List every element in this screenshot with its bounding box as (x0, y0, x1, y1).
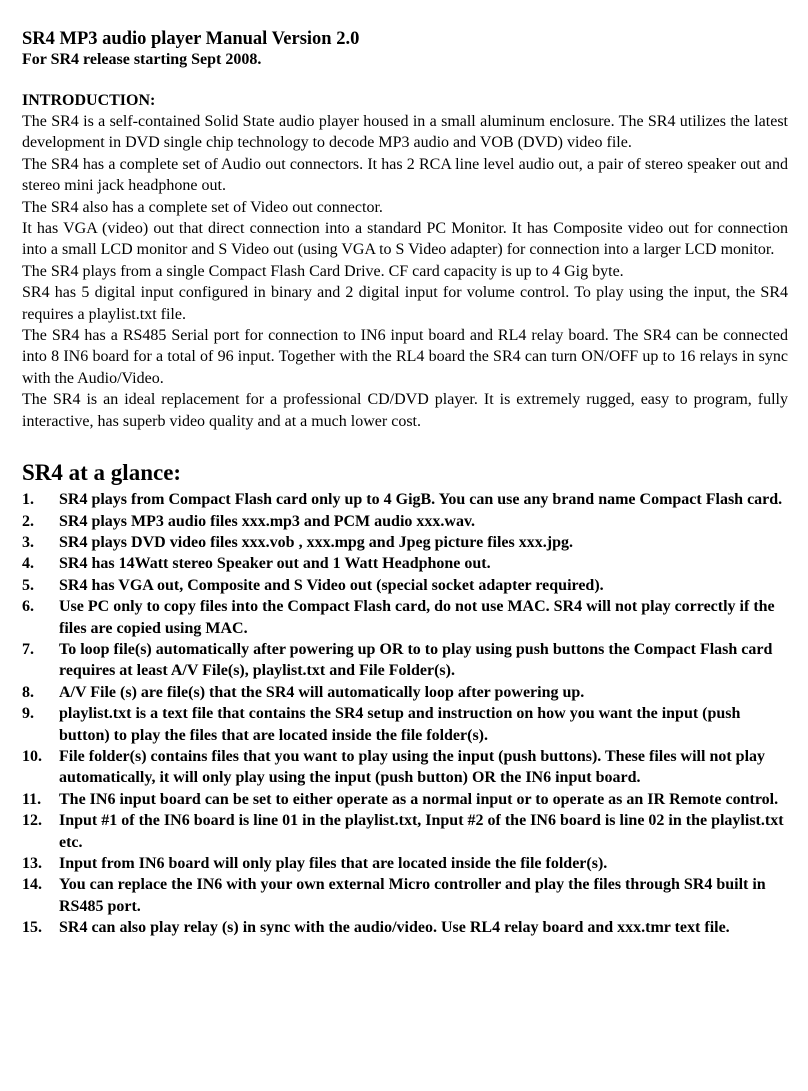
list-item-text: A/V File (s) are file(s) that the SR4 will automatically loop after powering up. (59, 683, 585, 701)
list-item (22, 810, 788, 853)
list-item (22, 639, 788, 682)
list-item (22, 511, 788, 532)
list-item-number: 12. (22, 812, 42, 830)
document-title: SR4 MP3 audio player Manual Version 2.0 (22, 29, 360, 49)
list-item-text: Use PC only to copy files into the Compact Flash card, do not use MAC. SR4 will not play correctly if the files are copied using MAC. (59, 598, 775, 637)
intro-paragraph: The SR4 has a complete set of Audio out connectors. It has 2 RCA line level audio out, a pair of stereo speaker out and stereo mini jack headphone out. (22, 155, 788, 195)
list-item (22, 596, 788, 639)
list-item-text: File folder(s) contains files that you want to play using the input (push buttons). These files will not play automatically, it will only play using the input (push button) OR the IN6 input board. (59, 747, 766, 787)
intro-paragraph: The SR4 plays from a single Compact Flash Card Drive. CF card capacity is up to 4 Gig byte. (22, 262, 624, 280)
list-item-text: The IN6 input board can be set to either operate as a normal input or to operate as an IR Remote control. (59, 790, 779, 808)
intro-paragraph: SR4 has 5 digital input configured in binary and 2 digital input for volume control. To play using the input, the SR4 requires a playlist.txt file. (22, 284, 788, 323)
manual-page (22, 28, 788, 939)
list-item (22, 853, 788, 874)
list-item-number: 1. (22, 491, 34, 509)
list-item-number: 3. (22, 533, 34, 551)
list-item (22, 489, 788, 510)
list-item (22, 682, 788, 703)
list-item-number: 9. (22, 705, 34, 723)
list-item-number: 6. (22, 598, 34, 616)
list-item-number: 8. (22, 683, 34, 701)
list-item (22, 575, 788, 596)
list-item-text: SR4 has VGA out, Composite and S Video out (special socket adapter required). (59, 576, 604, 594)
list-item (22, 703, 788, 746)
intro-paragraph: The SR4 is a self-contained Solid State audio player housed in a small aluminum enclosure. The SR4 utilizes the latest development in DVD single chip technology to decode MP3 audio and VOB (DVD) video file. (22, 113, 788, 152)
list-item-text: SR4 plays DVD video files xxx.vob , xxx.mpg and Jpeg picture files xxx.jpg. (59, 533, 573, 551)
list-item-number: 11. (22, 790, 42, 808)
list-item-number: 4. (22, 555, 34, 573)
list-item-number: 15. (22, 919, 42, 937)
intro-paragraph: The SR4 also has a complete set of Video out connector. (22, 198, 383, 216)
list-item-number: 13. (22, 855, 42, 872)
list-item-text: SR4 has 14Watt stereo Speaker out and 1 Watt Headphone out. (59, 555, 491, 573)
list-item (22, 874, 788, 917)
intro-paragraph: The SR4 has a RS485 Serial port for connection to IN6 input board and RL4 relay board. The SR4 can be connected into 8 IN6 board for a total of 96 input. Together with the RL4 board the SR4 can turn ON/OFF up to 16 relays in sync with the Audio/Video. (22, 327, 788, 387)
glance-list (22, 489, 788, 939)
list-item-number: 5. (22, 576, 34, 594)
list-item (22, 532, 788, 553)
introduction-body (22, 111, 788, 432)
list-item-text: playlist.txt is a text file that contains the SR4 setup and instruction on how you want the input (push button) to play the files that are located inside the file folder(s). (59, 705, 741, 744)
list-item-text: SR4 plays from Compact Flash card only up to 4 GigB. You can use any brand name Compact Flash card. (59, 491, 783, 509)
list-item-number: 2. (22, 512, 34, 530)
introduction-heading: INTRODUCTION: (22, 92, 156, 109)
list-item-number: 7. (22, 640, 34, 658)
list-item-text: You can replace the IN6 with your own external Micro controller and play the files through SR4 built in RS485 port. (59, 876, 766, 915)
list-item-text: SR4 plays MP3 audio files xxx.mp3 and PCM audio xxx.wav. (59, 512, 476, 530)
list-item-text: SR4 can also play relay (s) in sync with the audio/video. Use RL4 relay board and xxx.tmr text file. (59, 919, 730, 937)
intro-paragraph: The SR4 is an ideal replacement for a professional CD/DVD player. It is extremely rugged, easy to program, fully interactive, has superb video quality and at a much lower cost. (22, 391, 788, 430)
list-item (22, 789, 788, 810)
list-item (22, 917, 788, 938)
list-item (22, 553, 788, 574)
list-item (22, 746, 788, 789)
list-item-number: 14. (22, 876, 42, 894)
list-item-text: Input #1 of the IN6 board is line 01 in the playlist.txt, Input #2 of the IN6 board is line 02 in the playlist.txt etc. (59, 812, 784, 851)
list-item-text: Input from IN6 board will only play files that are located inside the file folder(s). (59, 855, 608, 872)
list-item-number: 10. (22, 747, 42, 765)
glance-heading: SR4 at a glance: (22, 460, 182, 486)
document-subtitle: For SR4 release starting Sept 2008. (22, 51, 262, 68)
intro-paragraph: It has VGA (video) out that direct connection into a standard PC Monitor. It has Composite video out for connection into a small LCD monitor and S Video out (using VGA to S Video adapter) for connection into a larger LCD monitor. (22, 220, 788, 259)
list-item-text: To loop file(s) automatically after powering up OR to to play using push buttons the Compact Flash card requires at least A/V File(s), playlist.txt and File Folder(s). (59, 640, 773, 680)
